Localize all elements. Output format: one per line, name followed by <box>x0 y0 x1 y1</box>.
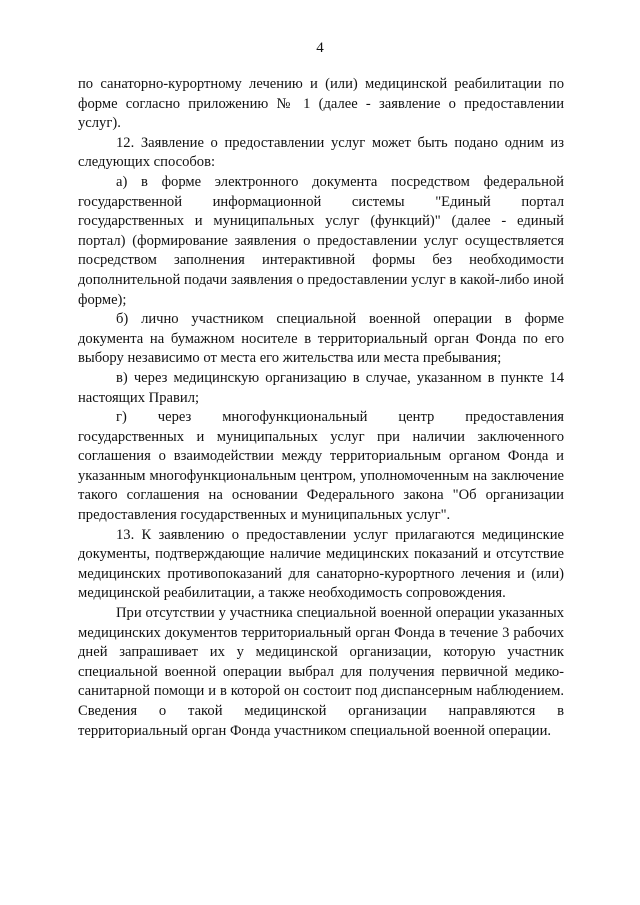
paragraph: 12. Заявление о предоставлении услуг может быть подано одним из следующих способов: <box>78 134 564 171</box>
paragraph: б) лично участником специальной военной операции в форме документа на бумажном носителе в территориальный орган Фонда по его выбору независимо от места его жительства или места пребывания; <box>78 311 564 367</box>
paragraph: 13. К заявлению о предоставлении услуг прилагаются медицинские документы, подтверждающие наличие медицинских показаний и отсутствие медицинских противопоказаний для санаторно-курортного лечения и (или) медицинской реабилитации, а также необходимость сопровождения. <box>78 526 564 602</box>
paragraph: г) через многофункциональный центр предоставления государственных и муниципальных услуг при наличии заключенного соглашения о взаимодействии между территориальным органом Фонда и указанным многофункциональным центром, уполномоченным на заключение такого соглашения на основании Федерального закона "Об организации предоставления государственных и муниципальных услуг". <box>78 409 564 524</box>
paragraph: При отсутствии у участника специальной военной операции указанных медицинских документов территориальный орган Фонда в течение 3 рабочих дней запрашивает их у медицинской организации, которую участник специальной военной операции выбрал для получения первичной медико-санитарной помощи и в которой он состоит под диспансерным наблюдением. Сведения о такой медицинской организации направляются в территориальный орган Фонда участником специальной военной операции. <box>78 605 564 739</box>
paragraph: а) в форме электронного документа посредством федеральной государственной информационной системы "Единый портал государственных и муниципальных услуг (функций)" (далее - единый портал) (формирование заявления о предоставлении услуг осуществляется посредством заполнения интерактивной формы без необходимости дополнительной подачи заявления о предоставлении услуг в какой-либо иной форме); <box>78 173 564 308</box>
paragraph: по санаторно-курортному лечению и (или) медицинской реабилитации по форме согласно приложению № 1 (далее - заявление о предоставлении услуг). <box>78 76 564 132</box>
document-body <box>78 75 564 741</box>
paragraph: в) через медицинскую организацию в случае, указанном в пункте 14 настоящих Правил; <box>78 369 564 406</box>
page-number: 4 <box>316 40 324 56</box>
